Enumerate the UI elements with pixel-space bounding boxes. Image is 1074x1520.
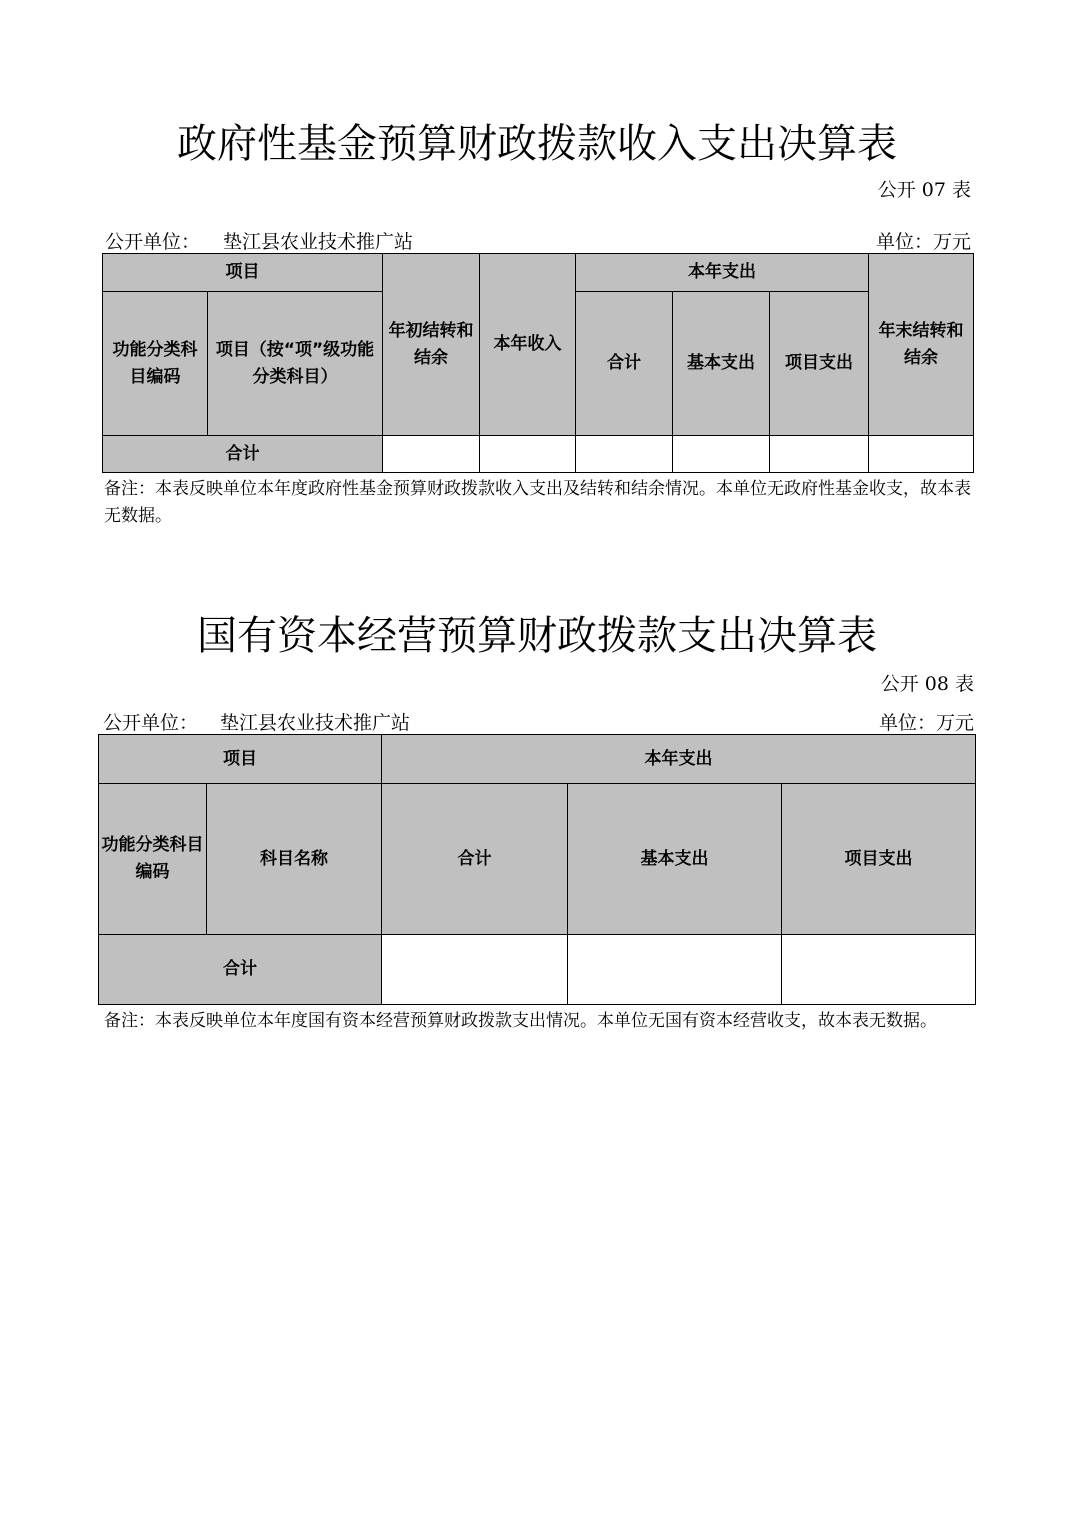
table07 [102, 253, 974, 473]
empty-cell [782, 935, 976, 1005]
table07-unit-label: 公开单位： [105, 231, 201, 253]
header-item: 项目（按“项”级功能分类科目） [208, 292, 383, 436]
header-end-balance: 年末结转和结余 [869, 254, 974, 436]
header-project: 项目 [99, 735, 382, 784]
table08 [98, 734, 976, 1005]
header-begin-balance: 年初结转和结余 [383, 254, 480, 436]
table07-title: 政府性基金预算财政拨款收入支出决算表 [177, 121, 897, 167]
empty-cell [480, 436, 576, 473]
empty-cell [382, 935, 568, 1005]
empty-cell [770, 436, 869, 473]
empty-cell [383, 436, 480, 473]
header-name: 科目名称 [207, 784, 382, 935]
empty-cell [673, 436, 770, 473]
header-expense: 本年支出 [576, 254, 869, 292]
table08-form-number: 公开 08 表 [880, 673, 974, 695]
header-project-expense: 项目支出 [770, 292, 869, 436]
header-code: 功能分类科目编码 [103, 292, 208, 436]
table07-note: 备注：本表反映单位本年度政府性基金预算财政拨款收入支出及结转和结余情况。本单位无政府性基金收支，故本表无数据。 [104, 479, 971, 526]
empty-cell [568, 935, 782, 1005]
header-income: 本年收入 [480, 254, 576, 436]
header-total: 合计 [382, 784, 568, 935]
table07-form-number: 公开 07 表 [877, 179, 971, 201]
table08-note: 备注：本表反映单位本年度国有资本经营预算财政拨款支出情况。本单位无国有资本经营收支，故本表无数据。 [104, 1011, 937, 1031]
table08-unit-name: 垫江县农业技术推广站 [220, 712, 411, 734]
empty-cell [576, 436, 673, 473]
header-project: 项目 [103, 254, 383, 292]
header-total: 合计 [576, 292, 673, 436]
table08-unit-label: 公开单位： [103, 712, 199, 734]
total-row-label: 合计 [103, 436, 383, 473]
header-expense: 本年支出 [382, 735, 976, 784]
header-code: 功能分类科目编码 [99, 784, 207, 935]
header-basic: 基本支出 [673, 292, 770, 436]
header-basic: 基本支出 [568, 784, 782, 935]
table07-unit-name: 垫江县农业技术推广站 [223, 231, 414, 253]
header-project-expense: 项目支出 [782, 784, 976, 935]
total-row-label: 合计 [99, 935, 382, 1005]
table08-currency: 单位：万元 [878, 712, 974, 734]
table08-title: 国有资本经营预算财政拨款支出决算表 [197, 613, 877, 659]
empty-cell [869, 436, 974, 473]
table07-currency: 单位：万元 [875, 231, 971, 253]
